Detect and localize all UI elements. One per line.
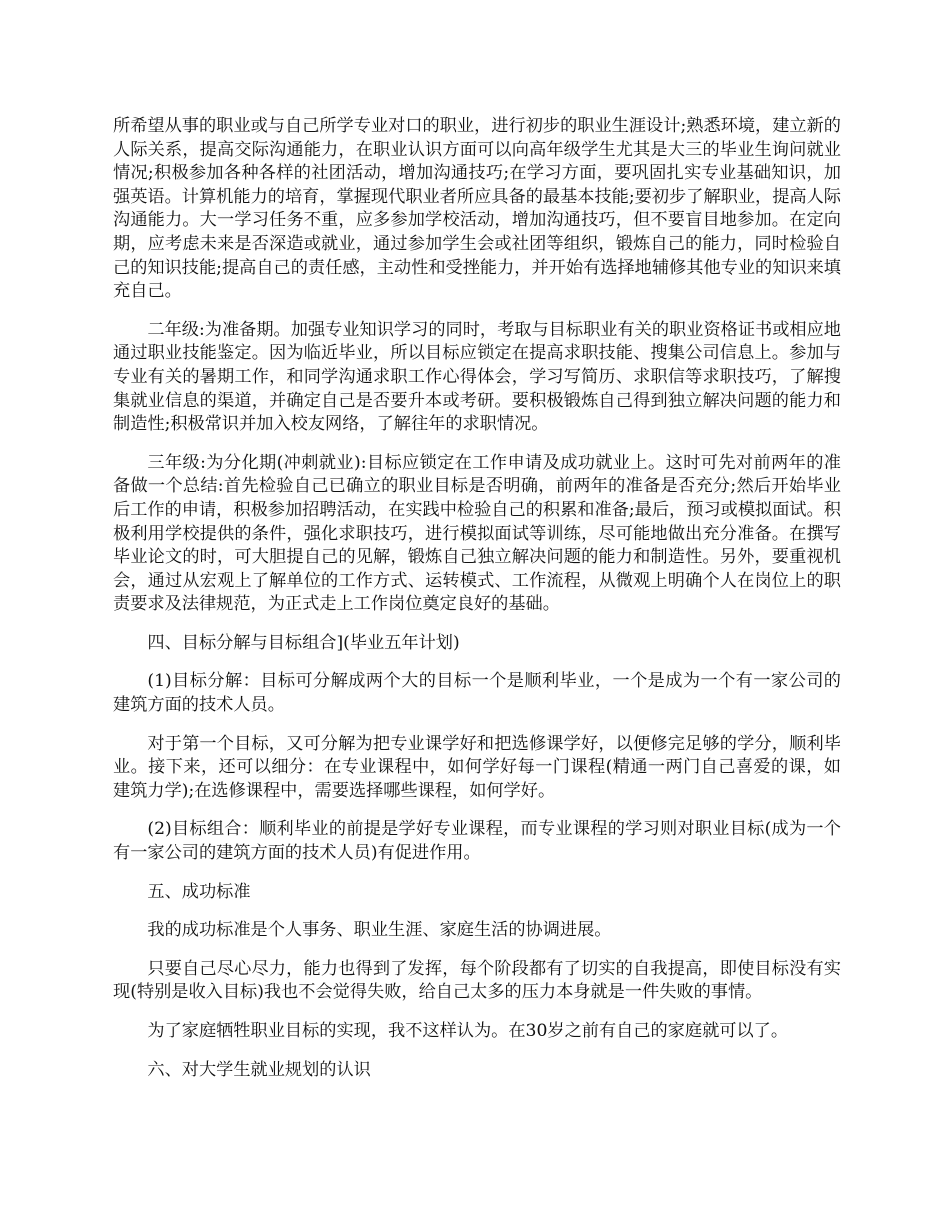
paragraph-second-year: 二年级:为准备期。加强专业知识学习的同时，考取与目标职业有关的职业资格证书或相应地通过职业技能鉴定。因为临近毕业，所以目标应锁定在提高求职技能、搜集公司信息上。参加与专业有关的暑期工作，和同学沟通求职工作心得体会，学习写简历、求职信等求职技巧，了解搜集就业信息的渠道，并确定自己是否要升本或考研。要积极锻炼自己得到独立解决问题的能力和制造性;积极常识并加入校友网络，了解往年的求职情况。 [113, 319, 841, 435]
paragraph-family: 为了家庭牺牲职业目标的实现，我不这样认为。在30岁之前有自己的家庭就可以了。 [147, 1021, 789, 1041]
paragraph-effort: 只要自己尽心尽力，能力也得到了发挥，每个阶段都有了切实的自我提高，即使目标没有实现(特别是收入目标)我也不会觉得失败，给自己太多的压力本身就是一件失败的事情。 [113, 958, 841, 1003]
paragraph-third-year: 三年级:为分化期(冲刺就业):目标应锁定在工作申请及成功就业上。这时可先对前两年的准备做一个总结:首先检验自己已确立的职业目标是否明确，前两年的准备是否充分;然后开始毕业后工作的申请，积极参加招聘活动，在实践中检验自己的积累和准备;最后，预习或模拟面试。积极利用学校提供的条件，强化求职技巧，进行模拟面试等训练，尽可能地做出充分准备。在撰写毕业论文的时，可大胆提自己的见解，锻炼自己独立解决问题的能力和制造性。另外，要重视机会，通过从宏观上了解单位的工作方式、运转模式、工作流程，从微观上明确个人在岗位上的职责要求及法律规范，为正式走上工作岗位奠定良好的基础。 [113, 452, 841, 615]
paragraph-continuation: 所希望从事的职业或与自己所学专业对口的职业，进行初步的职业生涯设计;熟悉环境，建立新的人际关系，提高交际沟通能力，在职业认识方面可以向高年级学生尤其是大三的毕业生询问就业情况;积极参加各种各样的社团活动，增加沟通技巧;在学习方面，要巩固扎实专业基础知识，加强英语。计算机能力的培育，掌握现代职业者所应具备的最基本技能;要初步了解职业，提高人际沟通能力。大一学习任务不重，应多参加学校活动，增加沟通技巧，但不要盲目地参加。在定向期，应考虑未来是否深造或就业，通过参加学生会或社团等组织，锻炼自己的能力，同时检验自己的知识技能;提高自己的责任感，主动性和受挫能力，并开始有选择地辅修其他专业的知识来填充自己。 [113, 116, 841, 302]
paragraph-success-criteria: 我的成功标准是个人事务、职业生涯、家庭生活的协调进展。 [147, 920, 612, 941]
section-heading-success-criteria: 五、成功标准 [147, 881, 251, 902]
paragraph-goal-combination: (2)目标组合：顺利毕业的前提是学好专业课程，而专业课程的学习则对职业目标(成为一个有一家公司的建筑方面的技术人员)有促进作用。 [113, 819, 841, 864]
section-heading-goal-decomposition: 四、目标分解与目标组合](毕业五年计划) [147, 632, 460, 653]
paragraph-first-goal: 对于第一个目标，又可分解为把专业课学好和把选修课学好，以便修完足够的学分，顺利毕业。接下来，还可以细分：在专业课程中，如何学好每一门课程(精通一两门自己喜爱的课，如建筑力学);在选修课程中，需要选择哪些课程，如何学好。 [113, 733, 841, 801]
paragraph-goal-decomposition: (1)目标分解：目标可分解成两个大的目标一个是顺利毕业，一个是成为一个有一家公司的建筑方面的技术人员。 [113, 671, 841, 716]
section-heading-career-planning: 六、对大学生就业规划的认识 [147, 1059, 371, 1080]
document-body [113, 115, 841, 1097]
